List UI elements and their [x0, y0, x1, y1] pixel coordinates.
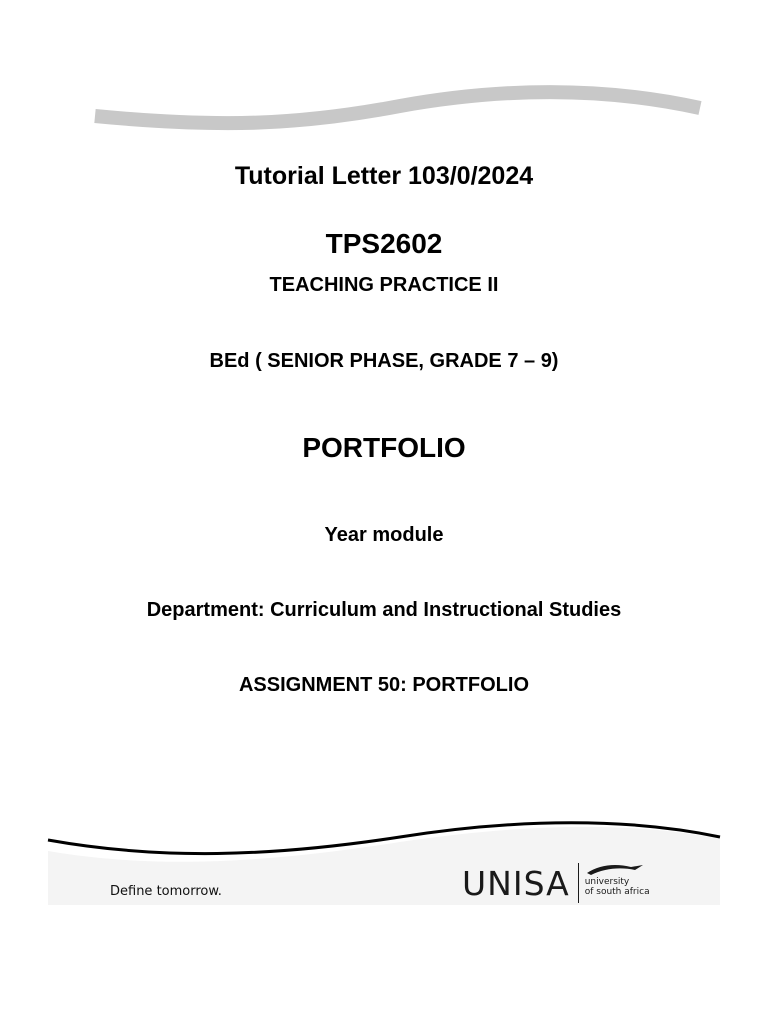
assignment-title: ASSIGNMENT 50: PORTFOLIO — [238, 674, 530, 696]
footer-tagline: Define tomorrow. — [110, 884, 222, 899]
module-type: Year module — [324, 524, 444, 546]
unisa-wordmark: UNISA — [462, 863, 570, 903]
bottom-curve-decoration — [0, 815, 768, 925]
module-name: TEACHING PRACTICE II — [269, 274, 499, 296]
tutorial-letter-title: Tutorial Letter 103/0/2024 — [234, 162, 534, 190]
department: Department: Curriculum and Instructional Studies — [146, 599, 622, 621]
logo-subtitle — [585, 869, 650, 897]
top-wave-decoration — [0, 0, 768, 150]
logo-sub-line1: university — [584, 877, 630, 887]
logo-divider — [578, 863, 579, 903]
qualification: BEd ( SENIOR PHASE, GRADE 7 – 9) — [209, 350, 559, 372]
logo-sub-line2: of south africa — [584, 887, 650, 897]
module-code: TPS2602 — [325, 228, 443, 259]
portfolio-heading: PORTFOLIO — [302, 432, 466, 463]
unisa-bird-icon — [585, 861, 645, 877]
unisa-logo — [462, 860, 650, 906]
